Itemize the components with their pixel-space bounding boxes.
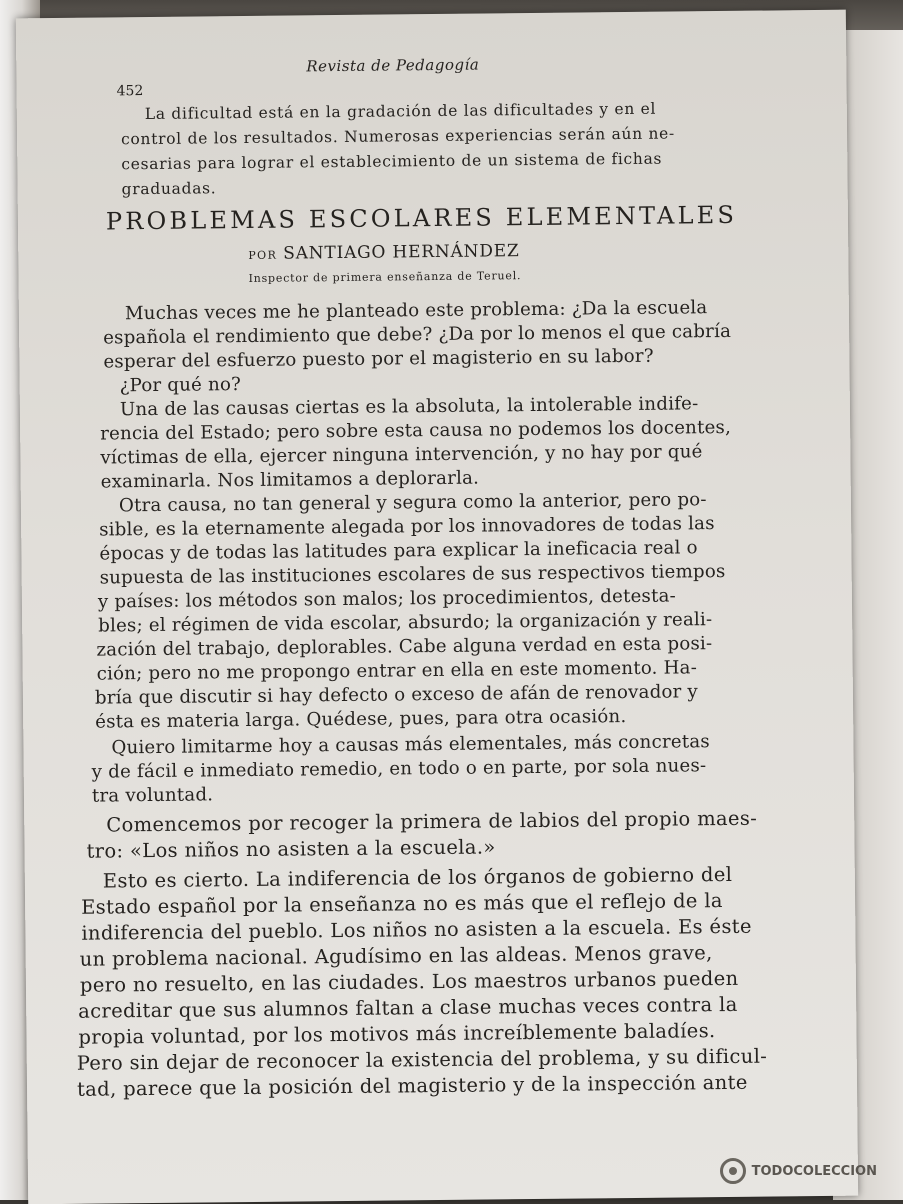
article-title: PROBLEMAS ESCOLARES ELEMENTALES [105,200,738,236]
author-name: SANTIAGO HERNÁNDEZ [283,241,520,264]
text-line: rencia del Estado; pero sobre esta causa no podemos los docentes, [100,416,732,445]
text-line: tad, parece que la posición del magisterio y de la inspección ante [76,1070,748,1101]
text-line: examinarla. Nos limitamos a deplorarla. [100,467,480,493]
text-line: Pero sin dejar de reconocer la existencia del problema, y su dificul- [76,1044,768,1075]
text-line: bles; el régimen de vida escolar, absurdo; la organización y reali- [98,609,713,637]
byline [248,241,519,264]
author-affiliation: Inspector de primera enseñanza de Teruel. [248,269,522,285]
text-line: víctimas de ella, ejercer ninguna intervención, y no hay por qué [100,441,703,469]
text-line: tro: «Los niños no asisten a la escuela.» [86,835,496,863]
text-line: esperar del esfuerzo puesto por el magisterio en su labor? [103,345,654,373]
text-line: pero no resuelto, en las ciudades. Los maestros urbanos pueden [79,966,739,997]
text-line: Una de las causas ciertas es la absoluta, la intolerable indife- [119,393,699,421]
text-line: bría que discutir si hay defecto o exceso de afán de renovador y [94,681,699,709]
text-line: supuesta de las instituciones escolares de sus respectivos tiempos [99,560,726,589]
text-line: y de fácil e inmediato remedio, en todo o en parte, por sola nues- [91,755,707,783]
text-line: indiferencia del pueblo. Los niños no asisten a la escuela. Es éste [81,914,752,945]
text-line: Esto es cierto. La indiferencia de los órganos de gobierno del [102,862,733,893]
text-line: zación del trabajo, deplorables. Cabe alguna verdad en esta posi- [96,633,713,661]
page-number: 452 [116,83,144,100]
watermark-text: TODOCOLECCION [751,1163,877,1179]
text-line: propia voluntad, por los motivos más increíblemente baladíes. [78,1019,716,1049]
text-line: Estado español por la enseñanza no es más que el reflejo de la [81,889,723,919]
text-line: Otra causa, no tan general y segura como la anterior, pero po- [118,489,707,517]
text-line: tra voluntad. [91,784,214,807]
book-page [16,10,858,1204]
watermark [720,1158,877,1184]
text-line: Muchas veces me he planteado este problema: ¿Da la escuela [124,297,708,325]
byline-prefix: POR [248,248,278,262]
text-line: ésta es materia larga. Quédese, pues, para otra ocasión. [95,706,627,733]
text-line: control de los resultados. Numerosas experiencias serán aún ne- [120,124,676,149]
text-line: ¿Por qué no? [119,374,242,397]
text-line: sible, es la eternamente alegada por los innovadores de todas las [99,513,715,541]
text-line: Quiero limitarme hoy a causas más elementales, más concretas [111,731,710,759]
text-line: y países: los métodos son malos; los procedimientos, detesta- [97,585,677,613]
watermark-logo-icon [720,1158,746,1184]
text-line: un problema nacional. Agudísimo en las aldeas. Menos grave, [79,941,713,971]
text-line: española el rendimiento que debe? ¿Da por lo menos el que cabría [103,320,732,349]
text-line: La dificultad está en la gradación de las dificultades y en el [144,99,657,124]
text-line: cesarias para lograr el establecimiento de un sistema de fichas [121,149,663,174]
text-line: ción; pero no me propongo entrar en ella en este momento. Ha- [96,657,698,685]
text-line: épocas y de todas las latitudes para explicar la ineficacia real o [99,537,698,565]
text-line: graduadas. [121,179,217,199]
text-line: acreditar que sus alumnos faltan a clase muchas veces contra la [78,992,738,1023]
text-line: Comencemos por recoger la primera de labios del propio maes- [106,806,758,837]
running-header: Revista de Pedagogía [306,55,480,76]
